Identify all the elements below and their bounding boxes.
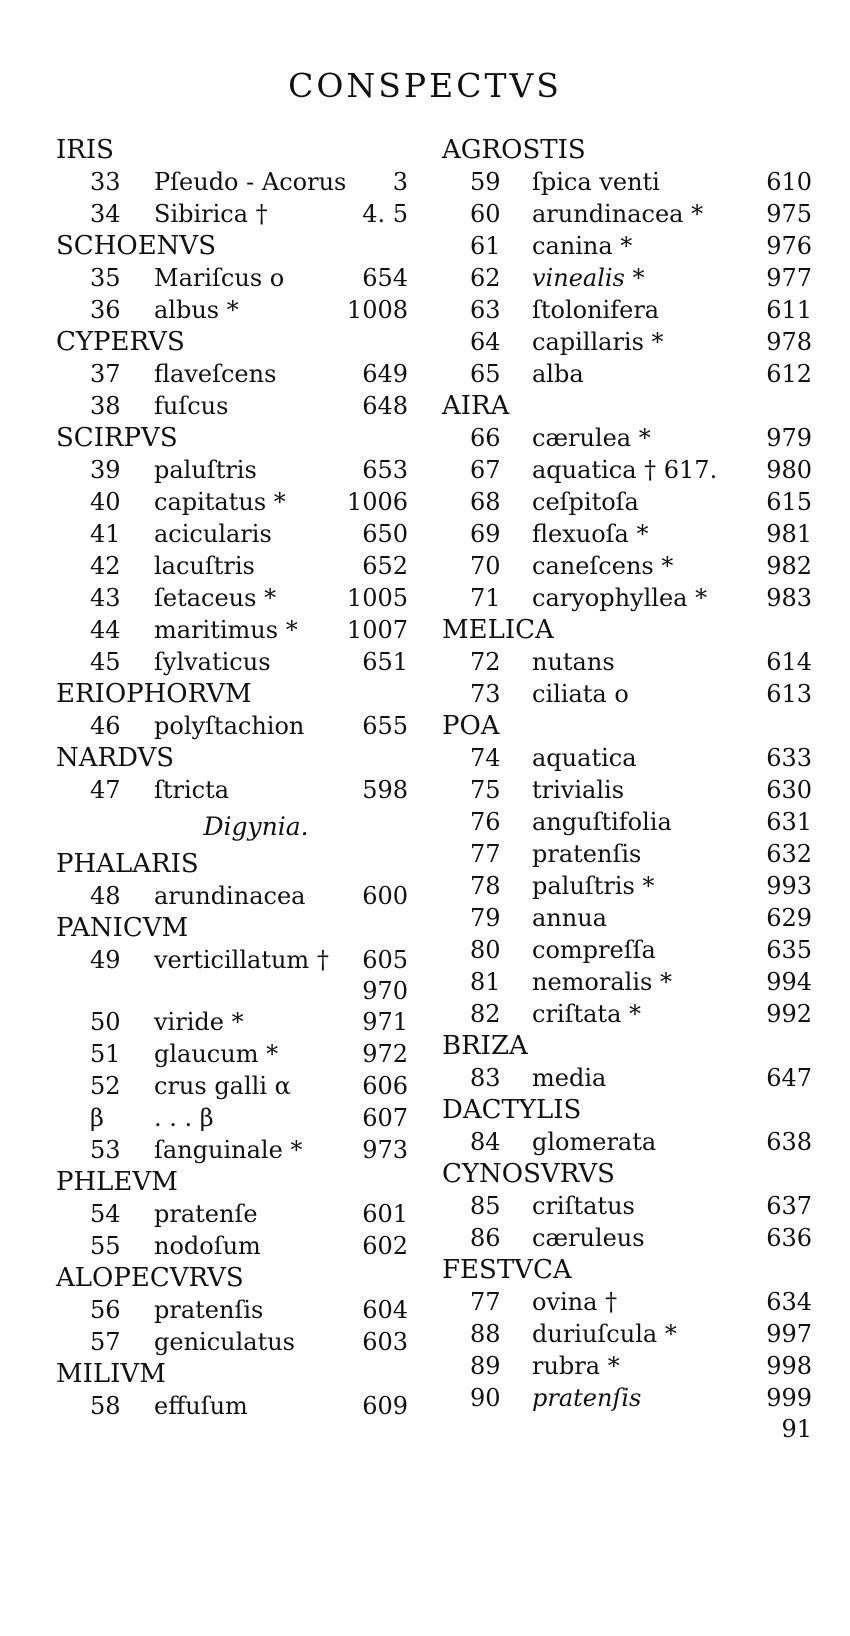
left-column (56, 134, 416, 1422)
genus-heading: CYPERVS (56, 327, 185, 357)
species-name: compreſſa (532, 936, 656, 964)
page-number: 983 (766, 584, 812, 612)
page-number: 613 (766, 680, 812, 708)
page-number: 609 (362, 1392, 408, 1420)
page-number: 600 (362, 882, 408, 910)
page-continuation (442, 1414, 812, 1444)
species-entry (442, 1190, 812, 1222)
species-entry (442, 550, 812, 582)
species-number: 53 (90, 1136, 121, 1164)
genus-heading: PHLEVM (56, 1167, 178, 1197)
species-number: 35 (90, 264, 121, 292)
species-entry (56, 294, 416, 326)
species-name: criſtatus (532, 1192, 635, 1220)
page-number: 1006 (346, 488, 408, 516)
species-entry (442, 646, 812, 678)
species-number: 56 (90, 1296, 121, 1324)
page-number: 975 (766, 200, 812, 228)
species-number: 46 (90, 712, 121, 740)
species-number: 50 (90, 1008, 121, 1036)
species-name: pratenſis (532, 840, 642, 868)
species-name: crus galli α (154, 1072, 291, 1100)
species-name: Pſeudo - Acorus (154, 168, 347, 196)
species-entry (56, 1038, 416, 1070)
species-number: 62 (470, 264, 501, 292)
species-number: 75 (470, 776, 501, 804)
species-entry (442, 582, 812, 614)
species-name: ſanguinale * (154, 1136, 303, 1164)
species-number: 71 (470, 584, 501, 612)
species-entry (442, 742, 812, 774)
species-name: rubra * (532, 1352, 620, 1380)
species-entry (442, 1062, 812, 1094)
species-name: nutans (532, 648, 615, 676)
right-column (442, 134, 812, 1444)
species-name: anguſtifolia (532, 808, 672, 836)
species-name: paluſtris * (532, 872, 655, 900)
page-number: 634 (766, 1288, 812, 1316)
page-number: 999 (766, 1384, 812, 1412)
species-name: albus * (154, 296, 239, 324)
species-name: arundinacea (154, 882, 306, 910)
species-number: 40 (90, 488, 121, 516)
species-name: flaveſcens (154, 360, 277, 388)
species-name: arundinacea * (532, 200, 704, 228)
species-name: verticillatum † (154, 946, 329, 974)
genus-heading: POA (442, 711, 500, 741)
page-number: 612 (766, 360, 812, 388)
page-number: 610 (766, 168, 812, 196)
species-name: canina * (532, 232, 633, 260)
species-name: glomerata (532, 1128, 657, 1156)
species-number: 78 (470, 872, 501, 900)
species-name: viride * (154, 1008, 244, 1036)
species-name: ciliata o (532, 680, 629, 708)
species-number: 34 (90, 200, 121, 228)
species-name: capillaris * (532, 328, 664, 356)
species-name: ſtricta (154, 776, 230, 804)
page-number: 992 (766, 1000, 812, 1028)
page-number: 633 (766, 744, 812, 772)
species-name: pratenſis (532, 1384, 642, 1412)
species-entry (442, 1126, 812, 1158)
species-name: ſetaceus * (154, 584, 277, 612)
species-name: paluſtris (154, 456, 257, 484)
species-number: 76 (470, 808, 501, 836)
species-number: 48 (90, 882, 121, 910)
genus-heading: PHALARIS (56, 849, 199, 879)
page-number: 997 (766, 1320, 812, 1348)
page-number: 614 (766, 648, 812, 676)
species-number: 69 (470, 520, 501, 548)
page-number: 632 (766, 840, 812, 868)
species-entry (442, 678, 812, 710)
species-name: maritimus * (154, 616, 298, 644)
species-entry (56, 454, 416, 486)
species-number: 55 (90, 1232, 121, 1260)
species-name: Mariſcus o (154, 264, 285, 292)
species-number: 61 (470, 232, 501, 260)
page-number: 601 (362, 1200, 408, 1228)
species-entry (442, 230, 812, 262)
species-number: 90 (470, 1384, 501, 1412)
species-entry (56, 646, 416, 678)
species-number: 38 (90, 392, 121, 420)
species-number: 70 (470, 552, 501, 580)
species-number: 68 (470, 488, 501, 516)
species-entry (442, 166, 812, 198)
page-number: 629 (766, 904, 812, 932)
species-number: 57 (90, 1328, 121, 1356)
species-name: caryophyllea * (532, 584, 708, 612)
page-number: 91 (781, 1415, 812, 1443)
species-number: 65 (470, 360, 501, 388)
species-name: ceſpitoſa (532, 488, 639, 516)
species-entry (56, 1230, 416, 1262)
page-number: 976 (766, 232, 812, 260)
species-entry (56, 550, 416, 582)
species-name: polyſtachion (154, 712, 305, 740)
species-number: 47 (90, 776, 121, 804)
page-number: 631 (766, 808, 812, 836)
genus-heading: PANICVM (56, 913, 189, 943)
species-number: 77 (470, 840, 501, 868)
page-number: 3 (392, 168, 408, 196)
species-entry (442, 422, 812, 454)
species-number: 42 (90, 552, 121, 580)
genus-heading: MILIVM (56, 1359, 166, 1389)
page-number: 970 (362, 977, 408, 1005)
page-number: 982 (766, 552, 812, 580)
page-number: 648 (362, 392, 408, 420)
species-entry (442, 262, 812, 294)
page-number: 637 (766, 1192, 812, 1220)
species-entry (56, 518, 416, 550)
species-entry (442, 1350, 812, 1382)
species-entry (442, 326, 812, 358)
species-number: 66 (470, 424, 501, 452)
species-number: 84 (470, 1128, 501, 1156)
page-number: 650 (362, 520, 408, 548)
species-name: nodoſum (154, 1232, 261, 1260)
species-entry (56, 1198, 416, 1230)
page-title: CONSPECTVS (288, 66, 562, 105)
species-entry (56, 486, 416, 518)
species-entry (442, 934, 812, 966)
page-number: 630 (766, 776, 812, 804)
species-name: annua (532, 904, 607, 932)
species-name: media (532, 1064, 607, 1092)
page-number: 615 (766, 488, 812, 516)
species-name: trivialis (532, 776, 625, 804)
species-number: 52 (90, 1072, 121, 1100)
species-entry (442, 1222, 812, 1254)
page-number: 604 (362, 1296, 408, 1324)
page-number: 647 (766, 1064, 812, 1092)
species-entry (56, 1294, 416, 1326)
species-entry (56, 614, 416, 646)
species-name: capitatus * (154, 488, 286, 516)
species-number: 74 (470, 744, 501, 772)
species-name: pratenſis (154, 1296, 264, 1324)
species-number: 45 (90, 648, 121, 676)
page-number: 602 (362, 1232, 408, 1260)
species-name: glaucum * (154, 1040, 279, 1068)
page-number: 998 (766, 1352, 812, 1380)
species-name: Sibirica † (154, 200, 268, 228)
species-number: 58 (90, 1392, 121, 1420)
species-entry (442, 518, 812, 550)
species-entry (56, 1006, 416, 1038)
species-entry (56, 390, 416, 422)
page-number: 973 (362, 1136, 408, 1164)
page-number: 1005 (346, 584, 408, 612)
species-name: acicularis (154, 520, 272, 548)
page-number: 971 (362, 1008, 408, 1036)
species-name: caneſcens * (532, 552, 674, 580)
page-number: 980 (766, 456, 812, 484)
species-name: criſtata * (532, 1000, 642, 1028)
species-entry (442, 806, 812, 838)
species-entry (442, 486, 812, 518)
species-entry (442, 998, 812, 1030)
species-number: 44 (90, 616, 121, 644)
species-entry (442, 902, 812, 934)
species-number: 36 (90, 296, 121, 324)
species-name: ſpica venti (532, 168, 660, 196)
page-number: 649 (362, 360, 408, 388)
page-number: 603 (362, 1328, 408, 1356)
page-number: 635 (766, 936, 812, 964)
page-number: 981 (766, 520, 812, 548)
species-name: ovina † (532, 1288, 618, 1316)
species-number: 79 (470, 904, 501, 932)
species-entry (442, 1286, 812, 1318)
species-entry (56, 710, 416, 742)
species-entry (56, 582, 416, 614)
page-number: 651 (362, 648, 408, 676)
species-number: 51 (90, 1040, 121, 1068)
species-entry (442, 1382, 812, 1414)
species-number: 60 (470, 200, 501, 228)
species-number: 72 (470, 648, 501, 676)
genus-heading: SCIRPVS (56, 423, 178, 453)
page-number: 653 (362, 456, 408, 484)
page-number: 1007 (346, 616, 408, 644)
species-number: 81 (470, 968, 501, 996)
page-number: 638 (766, 1128, 812, 1156)
species-entry (56, 880, 416, 912)
species-number: 63 (470, 296, 501, 324)
page-number: 636 (766, 1224, 812, 1252)
species-entry (442, 1318, 812, 1350)
species-name: vinealis * (532, 264, 645, 292)
species-number: 64 (470, 328, 501, 356)
page-number: 979 (766, 424, 812, 452)
species-number: 89 (470, 1352, 501, 1380)
species-number: 73 (470, 680, 501, 708)
page-number: 972 (362, 1040, 408, 1068)
species-number: 80 (470, 936, 501, 964)
species-name: flexuoſa * (532, 520, 649, 548)
genus-heading: ERIOPHORVM (56, 679, 252, 709)
genus-heading: IRIS (56, 135, 114, 165)
species-name: lacuſtris (154, 552, 255, 580)
species-entry (56, 198, 416, 230)
genus-heading: AGROSTIS (442, 135, 586, 165)
species-name: alba (532, 360, 584, 388)
species-number: 59 (470, 168, 501, 196)
genus-heading: DACTYLIS (442, 1095, 582, 1125)
species-name: ſylvaticus (154, 648, 271, 676)
genus-heading: NARDVS (56, 743, 175, 773)
species-number: 49 (90, 946, 121, 974)
species-entry (442, 358, 812, 390)
page-number: 655 (362, 712, 408, 740)
genus-heading: SCHOENVS (56, 231, 217, 261)
species-entry (442, 870, 812, 902)
species-name: pratenſe (154, 1200, 258, 1228)
genus-heading: BRIZA (442, 1031, 528, 1061)
species-entry (442, 966, 812, 998)
species-number: 39 (90, 456, 121, 484)
species-name: duriuſcula * (532, 1320, 677, 1348)
species-name: cærulea * (532, 424, 651, 452)
subsection-heading: Digynia. (203, 812, 309, 841)
species-number: 86 (470, 1224, 501, 1252)
species-entry (56, 774, 416, 806)
species-entry (56, 166, 416, 198)
species-name: nemoralis * (532, 968, 672, 996)
page-number: 977 (766, 264, 812, 292)
page-number: 605 (362, 946, 408, 974)
genus-heading: FESTVCA (442, 1255, 572, 1285)
species-entry (56, 1102, 416, 1134)
page-number: 994 (766, 968, 812, 996)
species-name: ſtolonifera (532, 296, 660, 324)
genus-heading: AIRA (442, 391, 510, 421)
species-name: geniculatus (154, 1328, 295, 1356)
page-number: 611 (766, 296, 812, 324)
species-entry (442, 454, 812, 486)
species-number: β (90, 1104, 104, 1132)
page-number: 993 (766, 872, 812, 900)
species-number: 43 (90, 584, 121, 612)
species-entry (442, 774, 812, 806)
genus-heading: MELICA (442, 615, 554, 645)
species-name: effuſum (154, 1392, 248, 1420)
species-entry (442, 838, 812, 870)
species-number: 54 (90, 1200, 121, 1228)
species-number: 83 (470, 1064, 501, 1092)
page-number: 654 (362, 264, 408, 292)
species-name: cæruleus (532, 1224, 645, 1252)
species-number: 33 (90, 168, 121, 196)
species-entry (56, 1326, 416, 1358)
page-number: 652 (362, 552, 408, 580)
page-continuation (56, 976, 416, 1006)
page-number: 978 (766, 328, 812, 356)
species-number: 77 (470, 1288, 501, 1316)
page-number: 1008 (346, 296, 408, 324)
species-number: 85 (470, 1192, 501, 1220)
species-entry (442, 198, 812, 230)
species-name: fuſcus (154, 392, 229, 420)
species-entry (442, 294, 812, 326)
species-number: 41 (90, 520, 121, 548)
species-entry (56, 262, 416, 294)
page-number: 4. 5 (362, 200, 408, 228)
species-entry (56, 944, 416, 976)
species-entry (56, 1390, 416, 1422)
species-number: 88 (470, 1320, 501, 1348)
page-number: 607 (362, 1104, 408, 1132)
species-number: 67 (470, 456, 501, 484)
species-entry (56, 1134, 416, 1166)
genus-heading: CYNOSVRVS (442, 1159, 615, 1189)
page-number: 598 (362, 776, 408, 804)
species-name: . . . β (154, 1104, 214, 1132)
species-number: 37 (90, 360, 121, 388)
species-name: aquatica (532, 744, 637, 772)
species-name: aquatica † 617. (532, 456, 718, 484)
species-number: 82 (470, 1000, 501, 1028)
species-entry (56, 1070, 416, 1102)
page-number: 606 (362, 1072, 408, 1100)
species-entry (56, 358, 416, 390)
genus-heading: ALOPECVRVS (56, 1263, 244, 1293)
